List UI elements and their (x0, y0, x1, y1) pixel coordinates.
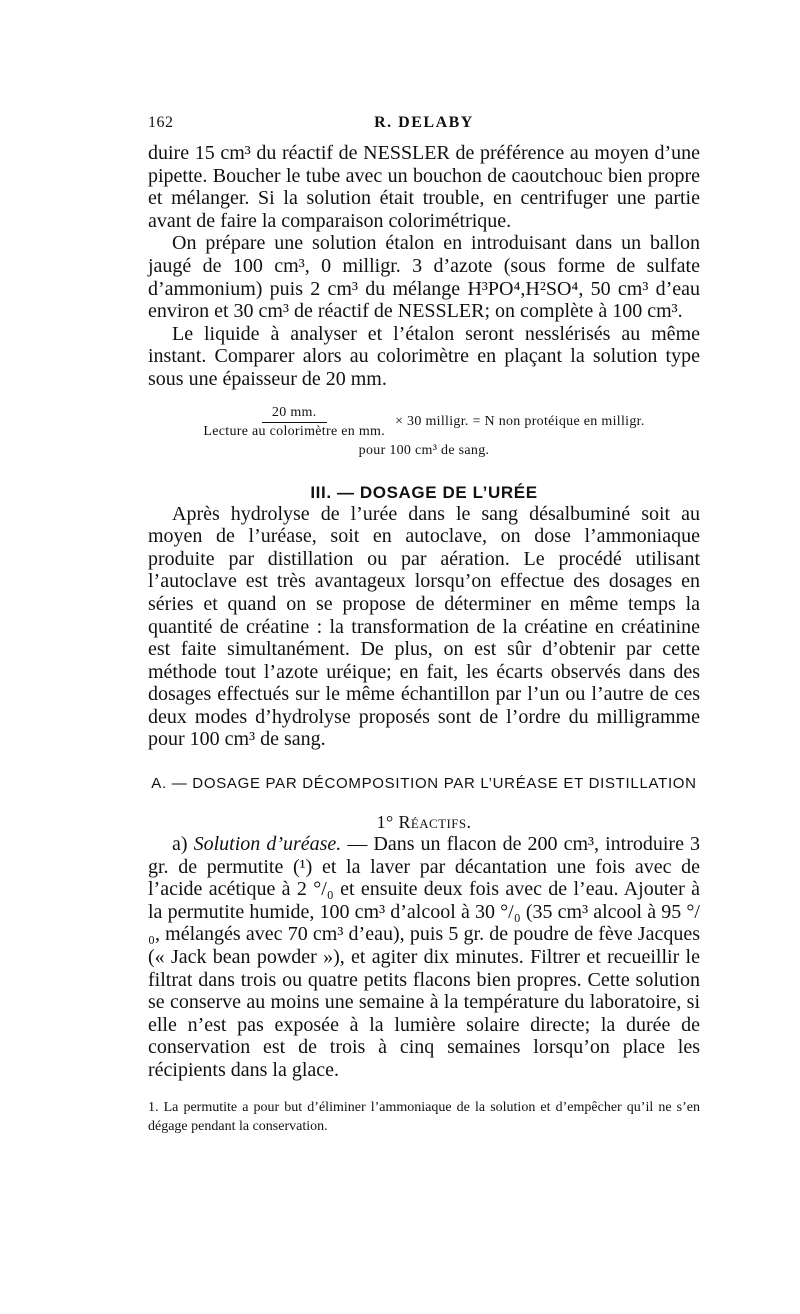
formula-line-2: pour 100 cm³ de sang. (358, 442, 490, 458)
formula-fraction (203, 405, 385, 440)
paragraph-continuation: duire 15 cm³ du réactif de NESSLER de préférence au moyen d’une pipette. Boucher le tube avec un bouchon de caoutchouc bien propre et mélanger. Si la solution était trouble, en centrifuger une partie avant de faire la comparaison colorimétrique. (148, 142, 700, 232)
page-number: 162 (148, 114, 174, 131)
formula-numerator: 20 mm. (262, 405, 327, 423)
formula-block (148, 405, 700, 459)
footnote (148, 1098, 700, 1136)
paragraph-standard-solution: On prépare une solution étalon en introduisant dans un ballon jaugé de 100 cm³, 0 milligr. 3 d’azote (sous forme de sulfate d’ammonium) puis 2 cm³ du mélange H³PO⁴,H²SO⁴, 50 cm³ d’eau environ et 30 cm³ de réactif de NESSLER; on complète à 100 cm³. (148, 232, 700, 323)
paragraph-urease-solution (148, 833, 700, 1082)
section-title-reactifs: 1° Réactifs. (376, 812, 472, 833)
paragraph-comparison: Le liquide à analyser et l’étalon seront nesslérisés au même instant. Comparer alors au colorimètre en plaçant la solution type sous une épaisseur de 20 mm. (148, 322, 700, 390)
running-title: R. DELABY (374, 114, 474, 131)
formula-multiplier: × 30 milligr. = N non protéique en milligr. (395, 414, 645, 430)
subsection-title-urease-distillation: A. — DOSAGE PAR DÉCOMPOSITION PAR L’URÉASE ET DISTILLATION (151, 775, 697, 793)
formula-main (203, 405, 644, 440)
footnote-text: 1. La permutite a pour but d’éliminer l’ammoniaque de la solution et d’empêcher qu’il ne s’en dégage pendant la conservation. (148, 1099, 700, 1134)
paragraph-urea-hydrolysis: Après hydrolyse de l’urée dans le sang désalbuminé soit au moyen de l’uréase, soit en autoclave, on dose l’ammoniaque produite par distillation ou par aération. Le procédé utilisant l’autoclave est très avantageux lorsqu’on effectue des dosages en séries et quand on se propose de déterminer en même temps la quantité de créatine : la transformation de la créatine en créatinine est faite simultanément. De plus, on est sûr d’obtenir par cette méthode tout l’azote uréique; en fait, les écarts observés dans des dosages effectués sur le même échantillon par l’un ou l’autre de ces deux modes d’hydrolyse proposés sont de l’ordre du milligramme pour 100 cm³ de sang. (148, 502, 700, 751)
page-body (148, 142, 700, 1136)
page-header (148, 112, 700, 138)
paragraph-rest: — Dans un flacon de 200 cm³, introduire 3 gr. de permutite (¹) et la laver par décantation une fois avec de l’acide acétique à 2 °/₀ et ensuite deux fois avec de l’eau. Ajouter à la permutite humide, 100 cm³ d’alcool à 30 °/₀ (35 cm³ alcool à 95 °/₀, mélangés avec 70 cm³ d’eau), puis 5 gr. de poudre de fève Jacques (« Jack bean powder »), et agiter dix minutes. Filtrer et recueillir le filtrat dans trois ou quatre petits flacons bien propres. Cette solution se conserve au moins une semaine à la température du laboratoire, si elle n’est pas exposée à la lumière solaire directe; la durée de conservation est de trois à cinq semaines lorsqu’on place les récipients dans la glace. (148, 833, 700, 1081)
paragraph-prefix: a) (172, 833, 194, 856)
paragraph-italic-title: Solution d’uréase. (193, 833, 342, 856)
section-title-dosage-uree: III. — DOSAGE DE L’URÉE (310, 482, 538, 502)
formula-denominator: Lecture au colorimètre en mm. (203, 423, 386, 439)
